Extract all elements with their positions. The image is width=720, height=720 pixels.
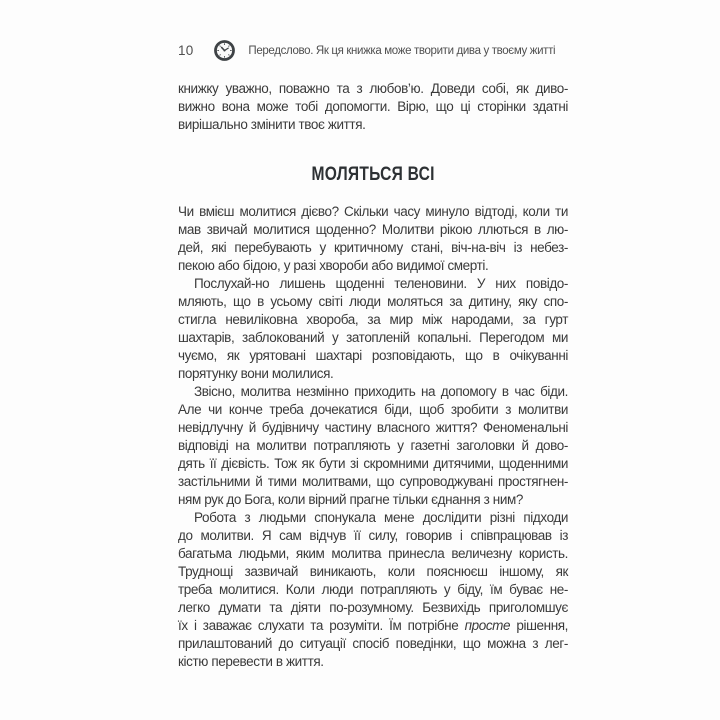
text-line: шахтарів, заблокований у затопленій копальні. Перегодом ми <box>178 330 568 345</box>
text-line: вижно вона може тобі допомогти. Вірю, що ці сторінки здатні <box>178 99 568 114</box>
text-line: книжку уважно, поважно та з любов’ю. Доведи собі, як диво- <box>178 81 568 96</box>
paragraph <box>178 383 568 509</box>
text-line: дять її дієвість. Тож як бути зі скромними дитячими, щоденними <box>178 456 568 471</box>
text-line: порятунку вони молилися. <box>178 366 334 381</box>
paragraph <box>178 275 568 383</box>
text-line: чуємо, як урятовані шахтарі розповідають, що в очікуванні <box>178 348 568 363</box>
running-title: Передслово. Як ця книжка може творити дива у твоєму житті <box>248 44 556 57</box>
text-segment: їх і заважає слухати та розуміти. Їм потрібне <box>178 618 465 633</box>
text-line-with-emphasis <box>178 617 568 635</box>
text-line: невідлучну й будівничу частину власного життя? Феноменальні <box>178 420 568 435</box>
page-number: 10 <box>178 43 194 58</box>
paragraph <box>178 203 568 275</box>
clock-icon <box>213 39 236 62</box>
text-line: Робота з людьми спонукала мене дослідити різні підходи <box>194 510 568 525</box>
paragraph <box>178 509 568 671</box>
section-heading <box>178 165 568 185</box>
text-segment: рішення, <box>510 618 569 633</box>
text-line: мляють, що в усьому світі люди моляться за дитину, яку спо- <box>178 294 568 309</box>
text-line: багатьма людьми, яким молитва принесла величезну користь. <box>178 546 568 561</box>
text-line: дей, які перебувають у критичному стані, віч-на-віч із небез- <box>178 240 568 255</box>
text-line: пекою або бідою, у разі хвороби або видимої смерті. <box>178 258 489 273</box>
emphasized-word: просте <box>464 618 511 633</box>
text-line: Але чи конче треба дочекатися біди, щоб зробити з молитви <box>178 402 568 417</box>
text-line: Труднощі зазвичай виникають, коли пояснюєш іншому, як <box>178 564 568 579</box>
text-line: відповіді на молитви потрапляють у газетні заголовки й дово- <box>178 438 568 453</box>
text-line: вирішально змінити твоє життя. <box>178 117 366 132</box>
text-line: Чи вмієш молитися дієво? Скільки часу минуло відтоді, коли ти <box>178 204 568 219</box>
text-line: застільними й тими молитвами, що супроводжувані простягнен- <box>178 474 568 489</box>
text-line: до молитви. Я сам відчув її силу, говорив і співпрацював із <box>178 528 568 543</box>
text-line: мав звичай молитися щоденно? Молитви рікою ллються в лю- <box>178 222 568 237</box>
page-content <box>178 80 568 671</box>
text-line: ням рук до Бога, коли вірний прагне тільки єднання з ним? <box>178 492 523 507</box>
text-line: Послухай-но лишень щоденні теленовини. У них повідо- <box>194 276 568 291</box>
text-line: кістю перевести в життя. <box>178 654 324 669</box>
text-line: стигла невиліковна хвороба, за мир між народами, за гурт <box>178 312 568 327</box>
text-line: Звісно, молитва незмінно приходить на допомогу в час біди. <box>194 384 568 399</box>
text-line: треба молитися. Коли люди потрапляють у біду, їм буває не- <box>178 582 568 597</box>
paragraph-continuation <box>178 80 568 134</box>
text-line: легко думати та діяти по-розумному. Безвихідь приголомшує <box>178 600 568 615</box>
section-heading-text: МОЛЯТЬСЯ ВСІ <box>311 164 435 185</box>
text-line: прилаштований до ситуації спосіб поведінки, що можна з лег- <box>178 636 568 651</box>
running-head <box>178 39 555 62</box>
